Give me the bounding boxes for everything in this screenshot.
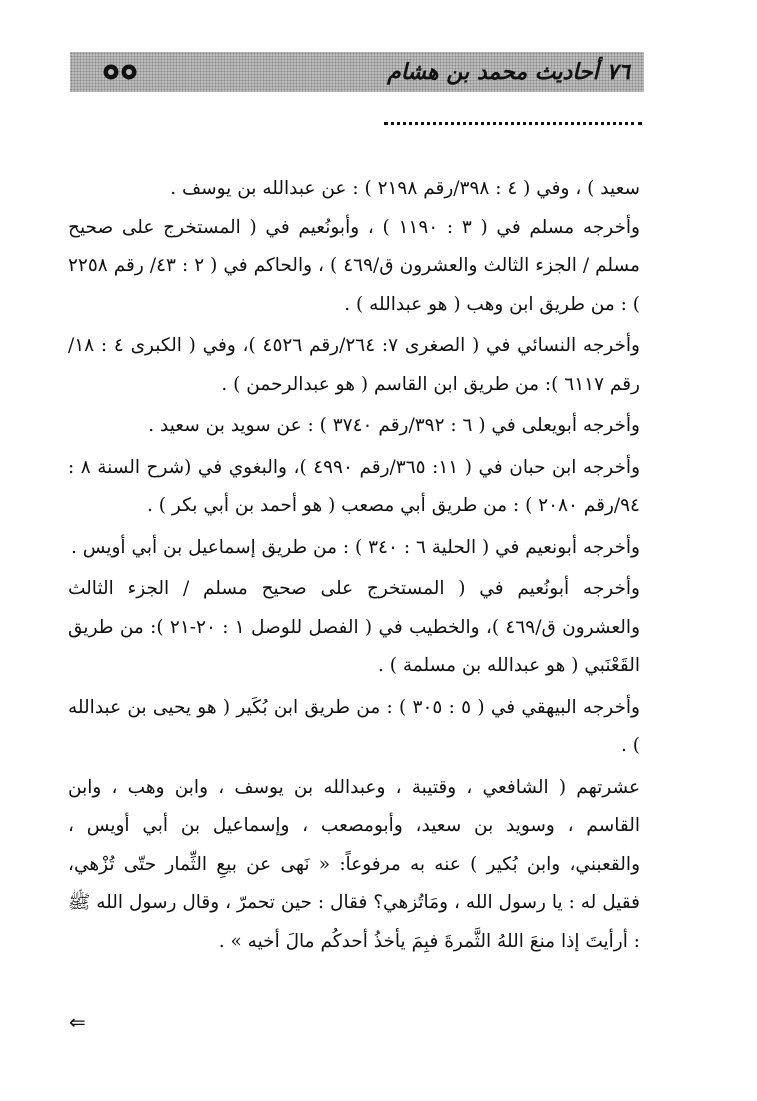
running-head: ٧٦ أحاديث محمد بن هشام [387, 59, 630, 85]
paragraph: وأخرجه مسلم في ( ٣ : ١١٩٠ ) ، وأبونُعيم في ( المستخرج على صحيح مسلم / الجزء الثالث والعشرون ق/٤٦٩ ) ، والحاكم في ( ٢ : ٤٣/ رقم ٢٢٥٨ ) : من طريق ابن وهب ( هو عبدالله ) . [68, 216, 640, 315]
paragraph: عشرتهم ( الشافعي ، وقتيبة ، وعبدالله بن يوسف ، وابن وهب ، وابن القاسم ، وسويد بن سعيد، وأبومصعب ، وإسماعيل بن أبي أويس ، والقعبني، وابن بُكير ) عنه به مرفوعاً: « نَهى عن بيعِ الثِّمار حتّى تُزْهي، فقيل له : يا رسول الله ، ومَاتُزهي؟ فقال : حين تحمرّ ، وقال رسول الله ﷺ : أرأيتَ إذا منعَ اللهُ الثَّمرةَ فبِمَ يأخذُ أحدكُم مالَ أخيه » . [68, 776, 640, 952]
paragraph: وأخرجه أبويعلى في ( ٦ : ٣٩٢/رقم ٣٧٤٠ ) : عن سويد بن سعيد . [148, 415, 640, 436]
paragraph: وأخرجه النسائي في ( الصغرى ٧: ٢٦٤/رقم ٤٥٢٦ )، وفي ( الكبرى ٤ : ١٨/رقم ٦١١٧ ): من طريق ابن القاسم ( هو عبدالرحمن ) . [68, 335, 640, 395]
continuation-arrow-icon: ⇐ [69, 1010, 86, 1034]
paragraph: وأخرجه البيهقي في ( ٥ : ٣٠٥ ) : من طريق ابن بُكَير ( هو يحيى بن عبدالله ) . [68, 696, 640, 756]
header-dotted-rule [384, 122, 642, 125]
body-text [68, 170, 640, 964]
paragraph: وأخرجه ابن حبان في ( ١١: ٣٦٥/رقم ٤٩٩٠ )، والبغوي في (شرح السنة ٨ : ٩٤/رقم ٢٠٨٠ ) : من طريق أبي مصعب ( هو أحمد بن أبي بكر ) . [68, 456, 641, 516]
paragraph: وأخرجه أبونُعيم في ( المستخرج على صحيح مسلم / الجزء الثالث والعشرون ق/٤٦٩ )، والخطيب في ( الفصل للوصل ١ : ٢٠-٢١ ): من طريق القَعْنَبي ( هو عبدالله بن مسلمة ) . [68, 578, 641, 676]
paragraph: وأخرجه أبونعيم في ( الحلية ٦ : ٣٤٠ ) : من طريق إسماعيل بن أبي أويس . [71, 536, 640, 558]
paragraph: سعيد ) ، وفي ( ٤ : ٣٩٨/رقم ٢١٩٨ ) : عن عبدالله بن يوسف . [170, 178, 640, 199]
ornament-icon [100, 63, 144, 81]
running-head-band [70, 52, 644, 92]
